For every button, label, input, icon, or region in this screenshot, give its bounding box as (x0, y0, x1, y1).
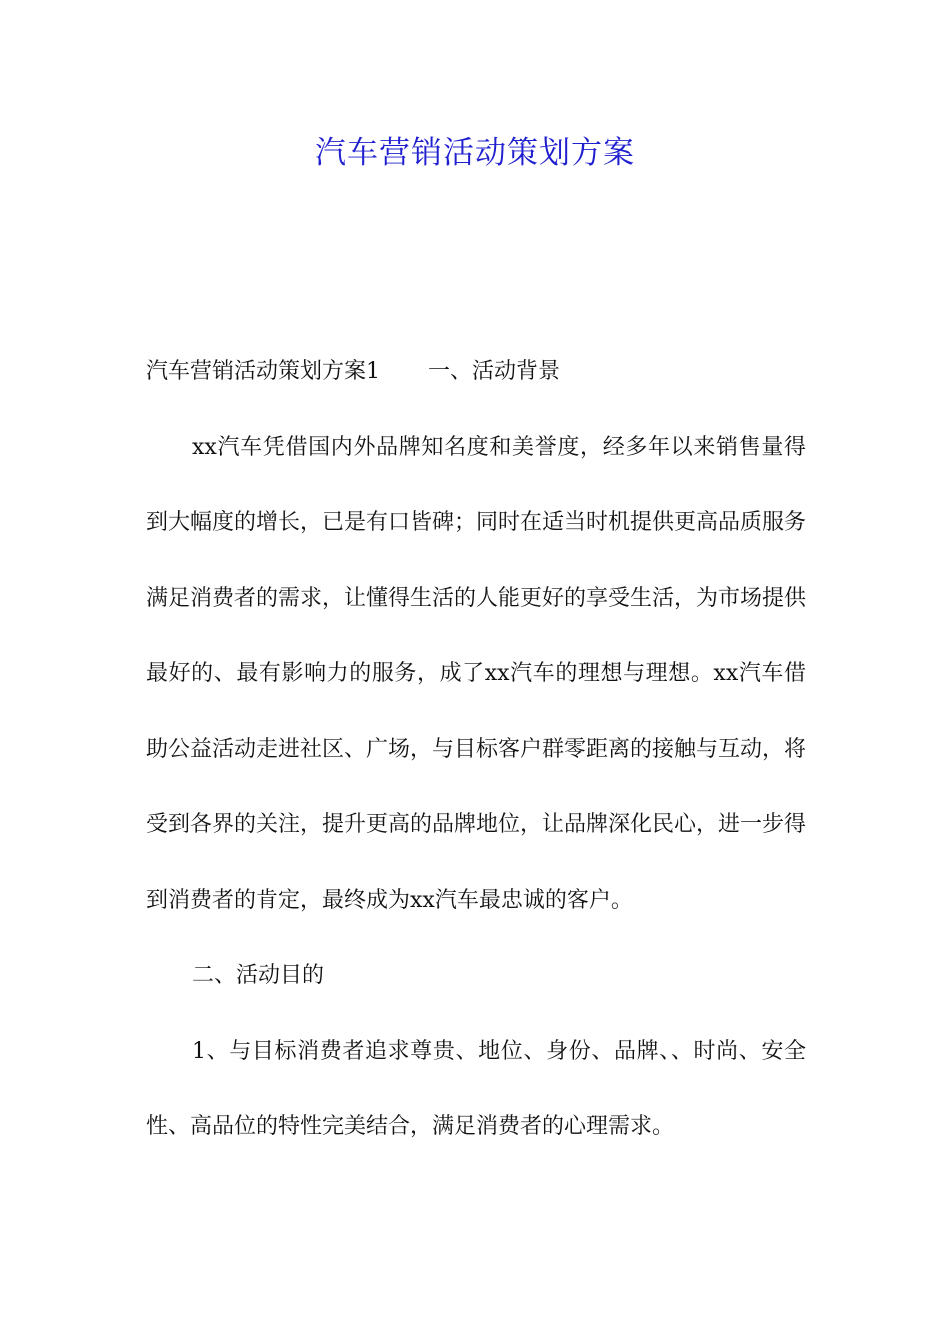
document-title: 汽车营销活动策划方案 (315, 135, 635, 171)
plan-heading: 汽车营销活动策划方案1 (146, 359, 380, 384)
section-heading-purpose: 二、活动目的 (192, 963, 325, 988)
section-heading-line (146, 334, 806, 410)
document-body (146, 334, 806, 1165)
paragraph-background: xx汽车凭借国内外品牌知名度和美誉度，经多年以来销售量得到大幅度的增长，已是有口皆碑；同时在适当时机提供更高品质服务满足消费者的需求，让懂得生活的人能更好的享受生活，为市场提供最好的、最有影响力的服务，成了xx汽车的理想与理想。xx汽车借助公益活动走进社区、广场，与目标客户群零距离的接触与互动，将受到各界的关注，提升更高的品牌地位，让品牌深化民心，进一步得到消费者的肯定，最终成为xx汽车最忠诚的客户。 (146, 434, 807, 913)
paragraph-purpose-1: 1、与目标消费者追求尊贵、地位、身份、品牌、、时尚、安全性、高品位的特性完美结合，满足消费者的心理需求。 (146, 1038, 806, 1139)
section-heading-background: 一、活动背景 (428, 359, 561, 384)
